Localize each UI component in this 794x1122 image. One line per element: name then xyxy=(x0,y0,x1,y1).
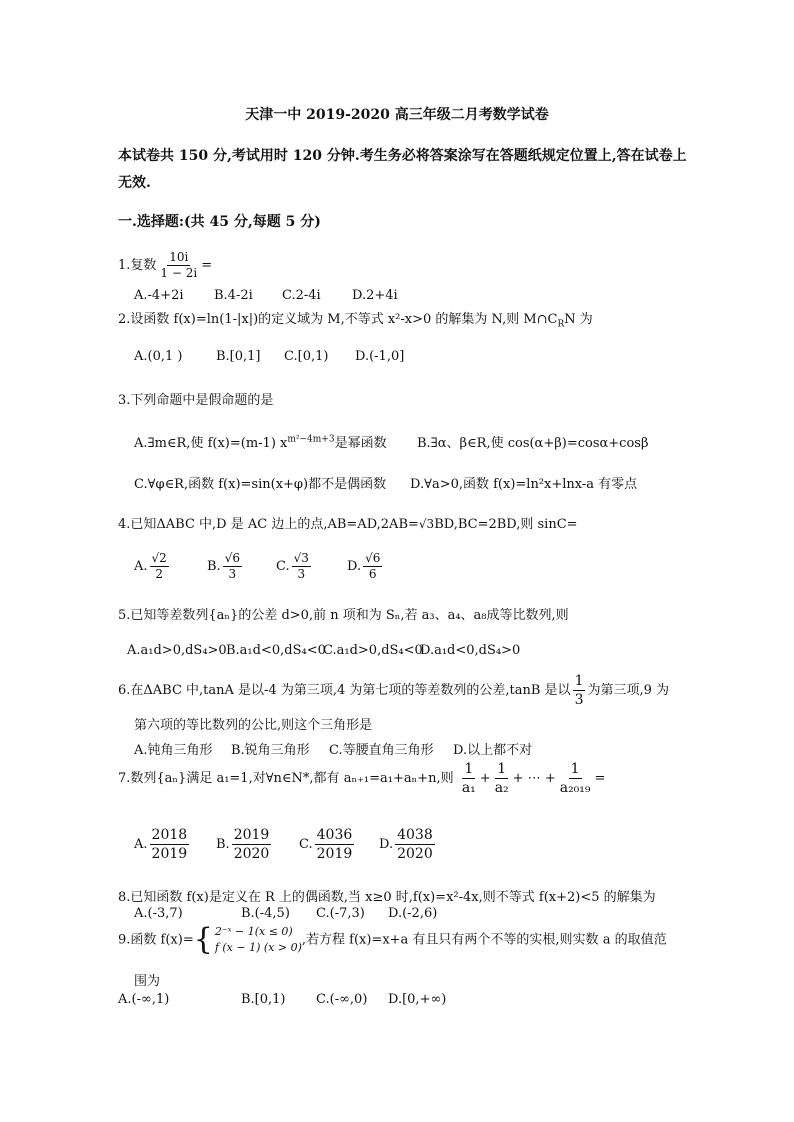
question-5-stem: 5.已知等差数列{aₙ}的公差 d>0,前 n 项和为 Sₙ,若 a₃、a₄、a₈成等比数列,则 xyxy=(118,608,569,623)
q1-option-a: A.-4+2i xyxy=(134,288,184,303)
q9-option-c: C.(-∞,0) xyxy=(316,992,368,1007)
question-3-stem: 3.下列命题中是假命题的是 xyxy=(118,393,274,408)
piecewise-brace: { xyxy=(193,922,213,957)
q6-option-c: C.等腰直角三角形 xyxy=(329,743,434,758)
q6-option-a: A.钝角三角形 xyxy=(134,743,213,758)
instructions-line-2: 无效. xyxy=(118,175,151,191)
q9-option-b: B.[0,1) xyxy=(241,992,286,1007)
q6-option-d: D.以上都不对 xyxy=(453,743,533,758)
q5-option-c: C.a₁d>0,dS₄<0 xyxy=(323,643,423,658)
q8-option-b: B.(-4,5) xyxy=(241,906,290,921)
question-9-line-2: 围为 xyxy=(134,974,161,989)
question-7-stem: 7.数列{aₙ}满足 a₁=1,对∀n∈N*,都有 aₙ₊₁=a₁+aₙ+n,则 $\frac{1}{\text{a₁}}$ + $\frac{1}{\text{a₂}}$ + ⋯ + $\frac{1}{\text{a₂₀₁₉}}$ = xyxy=(118,761,606,796)
q3-option-b: B.∃α、β∈R,使 cos(α+β)=cosα+cosβ xyxy=(417,436,649,451)
question-2-stem: 2.设函数 f(x)=ln(1-|x|)的定义域为 M,不等式 x²-x>0 的解集为 N,则 $M\cap C_RN$ 为 xyxy=(118,312,593,330)
q3-option-a: A.∃m∈R,使 f(x)=(m-1) $x^{m^2-4m+3}$是幂函数 xyxy=(134,434,387,451)
question-6-stem: 6.在ΔABC 中,tanA 是以-4 为第三项,4 为第七项的等差数列的公差,tanB 是以 $\frac{1}{3}$ 为第三项,9 为 xyxy=(118,673,670,708)
q1-fraction: $\frac{10i}{1 - 2i}$ xyxy=(160,250,198,280)
q2-option-c: C.[0,1) xyxy=(284,349,329,364)
q5-option-a: A.a₁d>0,dS₄>0 xyxy=(127,643,227,658)
sqrt-3: √3 xyxy=(418,517,435,531)
section-heading: 一.选择题:(共 45 分,每题 5 分) xyxy=(118,214,321,230)
piecewise-function: 2⁻ˣ − 1(x ≤ 0) f (x − 1) (x > 0) xyxy=(214,925,302,954)
q3-option-d: D.∀a>0,函数 f(x)=ln²x+lnx-a 有零点 xyxy=(410,477,638,492)
question-1-stem: 1.复数 $\frac{10i}{1 - 2i}$ = xyxy=(118,250,213,280)
q1-option-b: B.4-2i xyxy=(214,288,253,303)
q7-option-d: D. $\frac{4038}{2020}$ xyxy=(379,827,433,862)
question-8-stem: 8.已知函数 f(x)是定义在 R 上的偶函数,当 x≥0 时,f(x)=x²-4x,则不等式 f(x+2)<5 的解集为 xyxy=(118,890,656,905)
question-4-stem: 4.已知ΔABC 中,D 是 AC 边上的点,AB=AD,2AB=√3BD,BC=2BD,则 sinC= xyxy=(118,517,578,532)
q1-option-c: C.2-4i xyxy=(282,288,321,303)
q4-option-c: C. $\frac{√3}{3}$ xyxy=(276,551,309,581)
q5-option-d: D.a₁d<0,dS₄>0 xyxy=(420,643,521,658)
question-9-stem: 9.函数 f(x)={ 2⁻ˣ − 1(x ≤ 0) f (x − 1) (x > 0) ,若方程 f(x)=x+a 有且只有两个不等的实根,则实数 a 的取值范 xyxy=(118,922,667,957)
q1-option-d: D.2+4i xyxy=(352,288,398,303)
q2-option-d: D.(-1,0] xyxy=(355,349,405,364)
q2-option-a: A.(0,1 ) xyxy=(134,349,183,364)
q4-option-b: B. $\frac{√6}{3}$ xyxy=(207,551,240,581)
q4-option-a: A. $\frac{√2}{2}$ xyxy=(134,551,167,581)
q7-option-c: C. $\frac{4036}{2019}$ xyxy=(299,827,353,862)
q9-option-a: A.(-∞,1) xyxy=(118,992,170,1007)
q2-option-b: B.[0,1] xyxy=(216,349,261,364)
q9-option-d: D.[0,+∞) xyxy=(388,992,447,1007)
question-6-line-2: 第六项的等比数列的公比,则这个三角形是 xyxy=(134,718,373,733)
q6-option-b: B.锐角三角形 xyxy=(231,743,310,758)
q8-option-a: A.(-3,7) xyxy=(134,906,183,921)
q4-option-d: D. $\frac{√6}{6}$ xyxy=(347,551,381,581)
instructions xyxy=(118,143,687,197)
q5-option-b: B.a₁d<0,dS₄<0 xyxy=(226,643,326,658)
q3-option-c: C.∀φ∈R,函数 f(x)=sin(x+φ)都不是偶函数 xyxy=(134,477,387,492)
q7-option-a: A. $\frac{2018}{2019}$ xyxy=(134,827,188,862)
q8-option-c: C.(-7,3) xyxy=(316,906,365,921)
q8-option-d: D.(-2,6) xyxy=(388,906,438,921)
instructions-line-1: 本试卷共 150 分,考试用时 120 分钟.考生务必将答案涂写在答题纸规定位置上,答在试卷上 xyxy=(118,148,687,164)
q7-option-b: B. $\frac{2019}{2020}$ xyxy=(216,827,270,862)
page-title: 天津一中 2019-2020 高三年级二月考数学试卷 xyxy=(245,107,549,123)
